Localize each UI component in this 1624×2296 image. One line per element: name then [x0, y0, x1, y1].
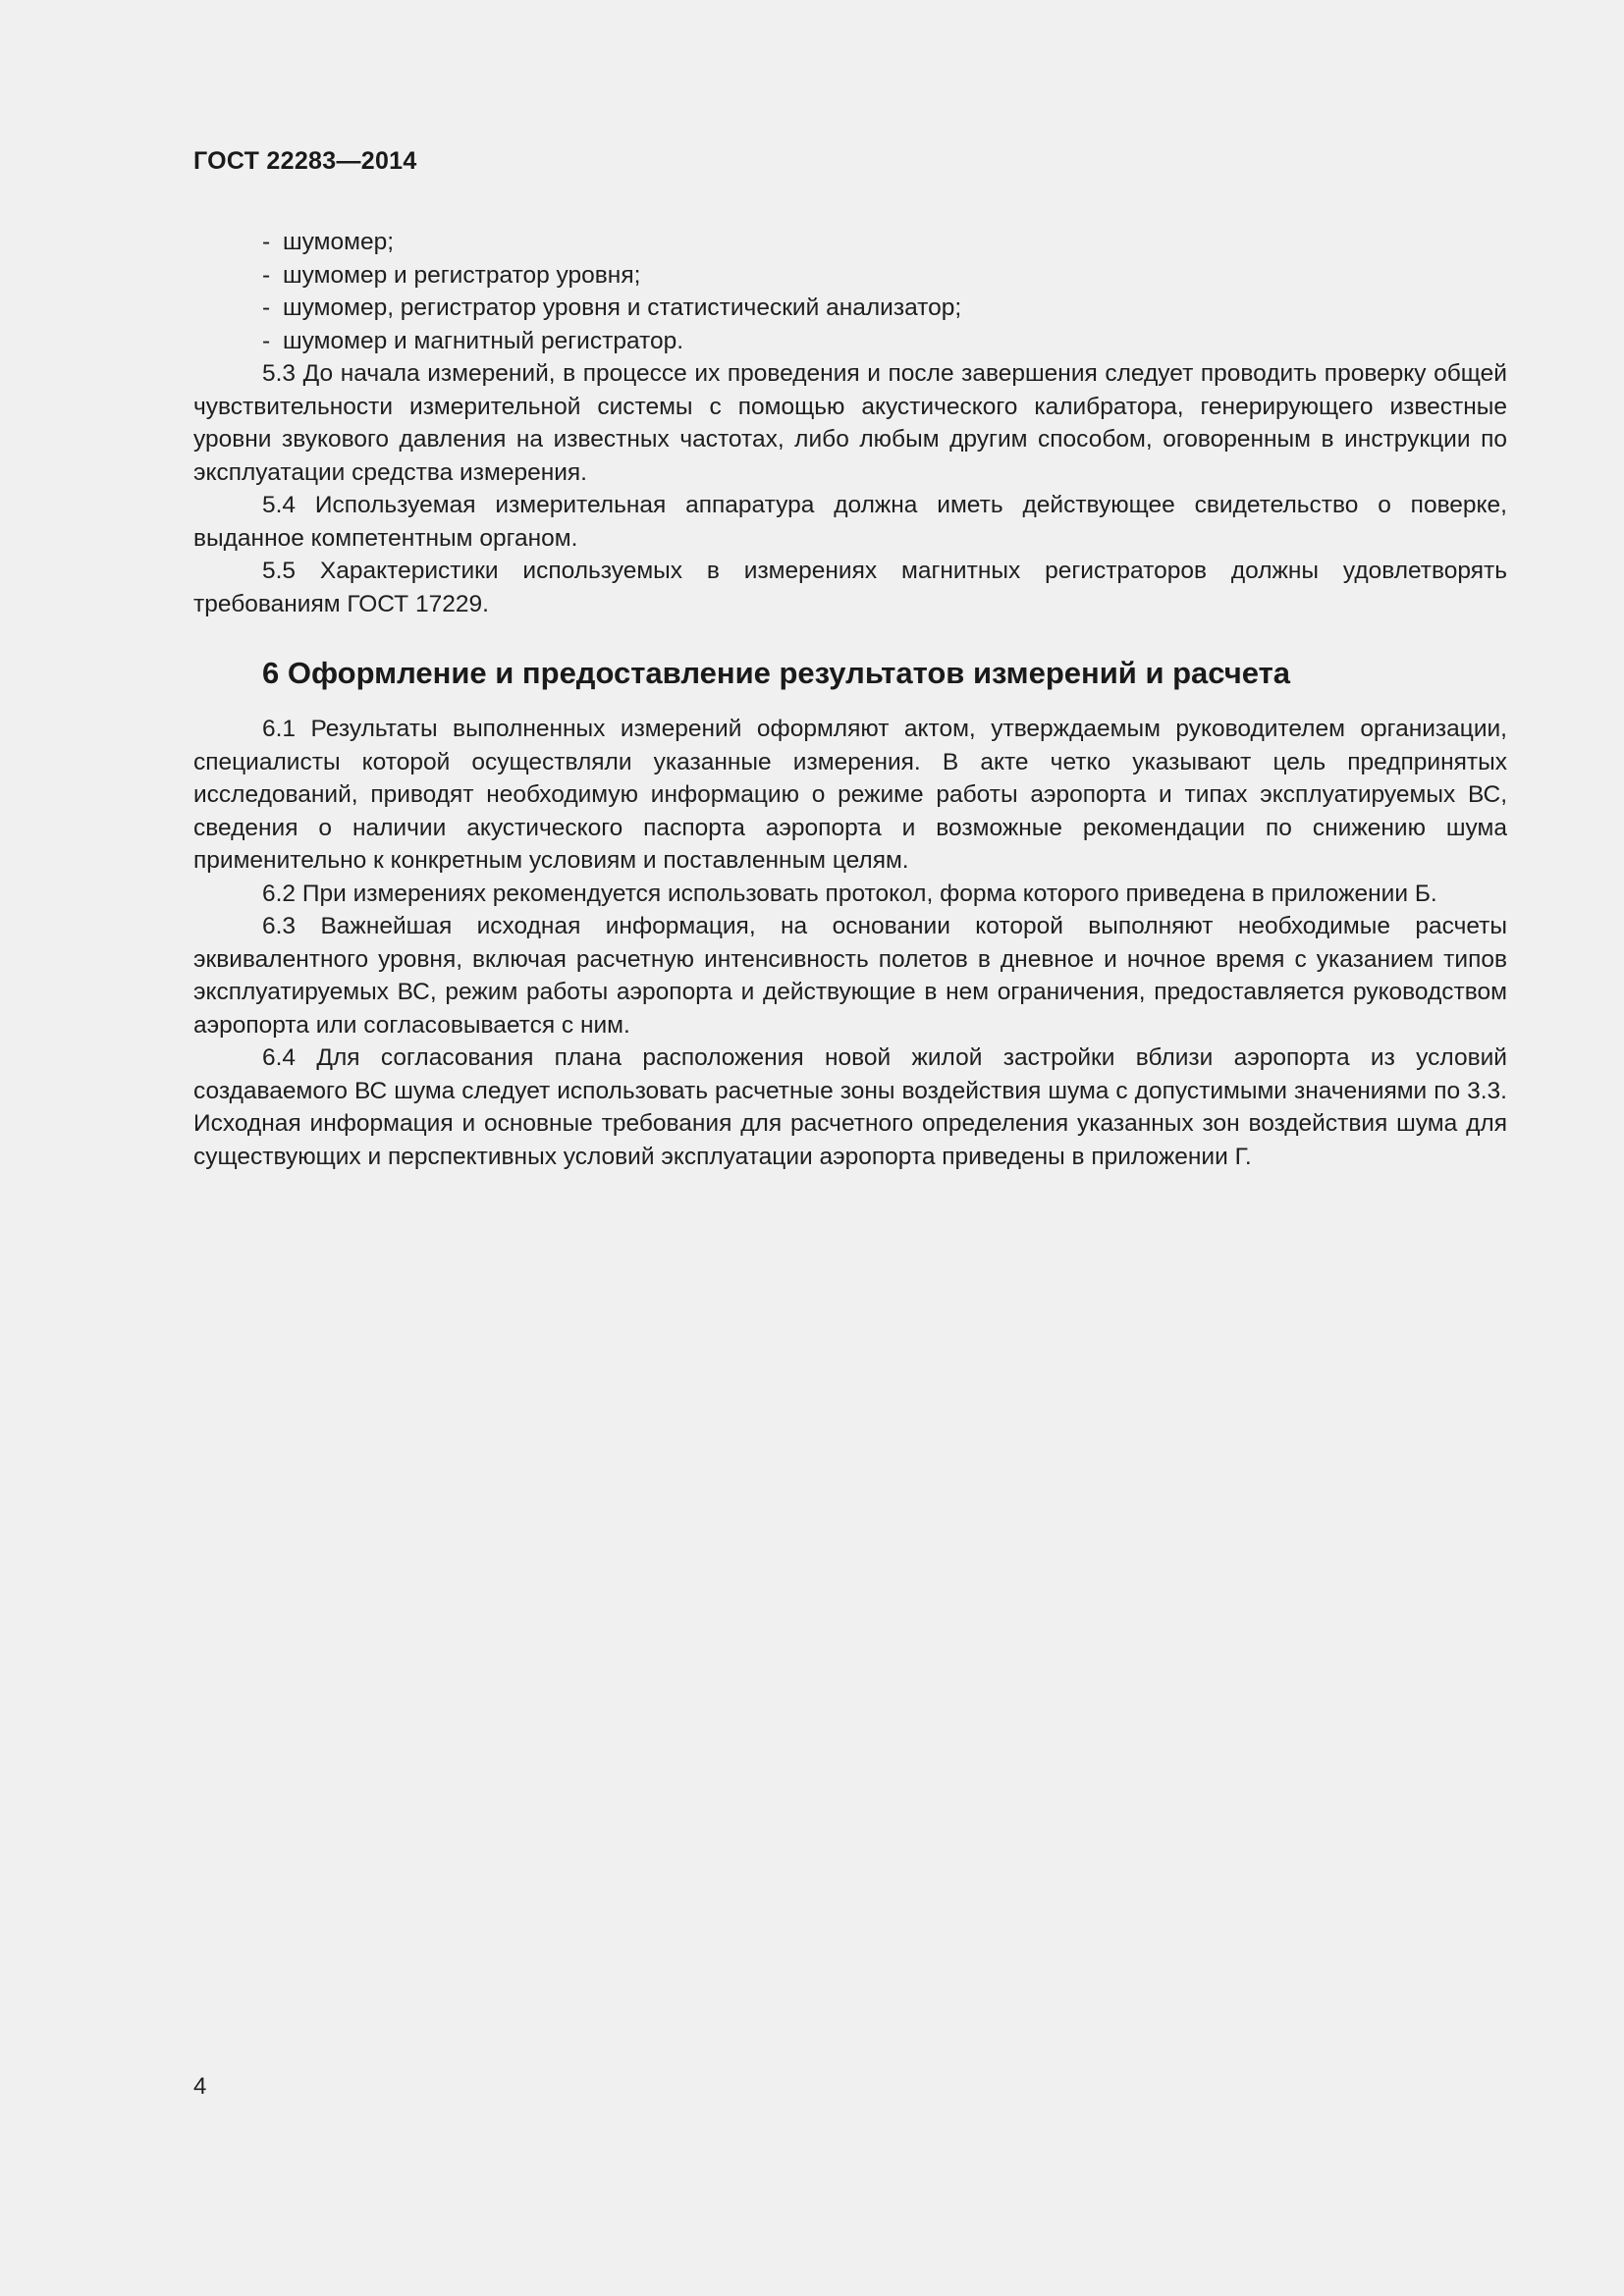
document-body [193, 226, 1507, 1173]
paragraph-6-2: 6.2 При измерениях рекомендуется использовать протокол, форма которого приведена в приложении Б. [262, 880, 1437, 907]
paragraph-6-4: 6.4 Для согласования плана расположения новой жилой застройки вблизи аэропорта из условий создаваемого ВС шума следует использовать расчетные зоны воздействия шума с допустимыми значениями по 3.3. Исходная информация и основные требования для расчетного определения указанных зон воздействия шума для существующих и перспективных условий эксплуатации аэропорта приведены в приложении Г. [193, 1044, 1507, 1170]
paragraph-5-3: 5.3 До начала измерений, в процессе их проведения и после завершения следует проводить проверку общей чувствительности измерительной системы с помощью акустического калибратора, генерирующего известные уровни звукового давления на известных частотах, либо любым другим способом, оговоренным в инструкции по эксплуатации средства измерения. [193, 360, 1507, 486]
list-item-text: шумомер и регистратор уровня; [283, 261, 641, 289]
page-number: 4 [193, 2073, 207, 2100]
list-item-text: шумомер и магнитный регистратор. [283, 327, 684, 354]
list-item [193, 292, 1507, 325]
list-item-text: шумомер, регистратор уровня и статистический анализатор; [283, 294, 962, 321]
paragraph-5-4: 5.4 Используемая измерительная аппаратура должна иметь действующее свидетельство о поверке, выданное компетентным органом. [193, 492, 1507, 552]
document-header-title: ГОСТ 22283—2014 [193, 147, 417, 175]
section-6-heading: 6 Оформление и предоставление результатов измерений и расчета [262, 656, 1290, 690]
list-dash: - [262, 327, 271, 354]
list-item [193, 259, 1507, 293]
paragraph-5-5: 5.5 Характеристики используемых в измерениях магнитных регистраторов должны удовлетворять требованиям ГОСТ 17229. [193, 558, 1507, 617]
paragraph-6-1: 6.1 Результаты выполненных измерений оформляют актом, утверждаемым руководителем организации, специалисты которой осуществляли указанные измерения. В акте четко указывают цель предпринятых исследований, приводят необходимую информацию о режиме работы аэропорта и типах эксплуатируемых ВС, сведения о наличии акустического паспорта аэропорта и возможные рекомендации по снижению шума применительно к конкретным условиям и поставленным целям. [193, 716, 1507, 874]
list-item [193, 226, 1507, 259]
list-dash: - [262, 294, 271, 321]
list-dash: - [262, 229, 271, 255]
list-item [193, 325, 1507, 358]
list-dash: - [262, 261, 271, 289]
paragraph-6-3: 6.3 Важнейшая исходная информация, на основании которой выполняют необходимые расчеты эквивалентного уровня, включая расчетную интенсивность полетов в дневное и ночное время с указанием типов эксплуатируемых ВС, режим работы аэропорта и действующие в нем ограничения, предоставляется руководством аэропорта или согласовывается с ним. [193, 913, 1507, 1039]
list-item-text: шумомер; [283, 229, 395, 255]
